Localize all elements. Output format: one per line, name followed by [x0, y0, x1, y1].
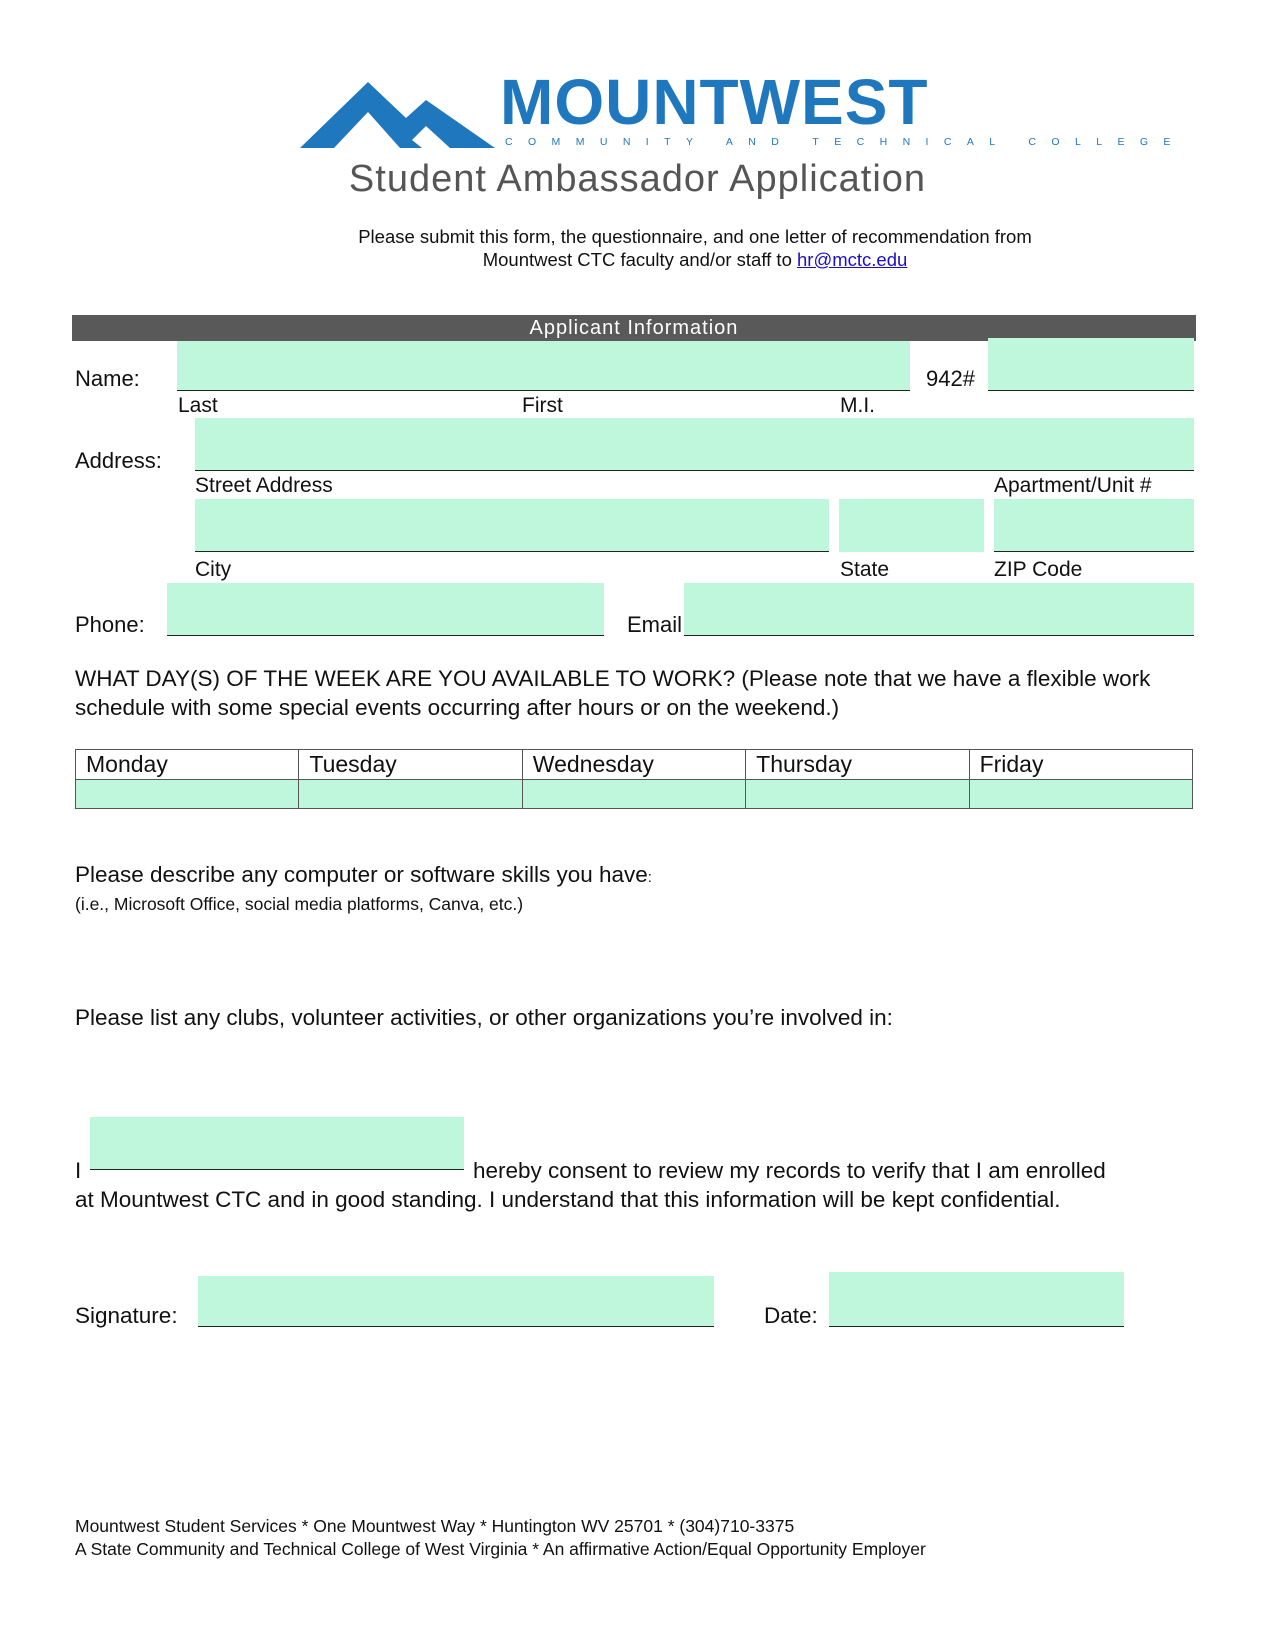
- availability-table: [75, 749, 1193, 809]
- section-header-applicant-information: Applicant Information: [72, 315, 1196, 341]
- phone-field[interactable]: [167, 583, 604, 636]
- name-label: Name:: [75, 366, 140, 391]
- consent-text-line-2: at Mountwest CTC and in good standing. I understand that this information will be kept confidential.: [75, 1187, 1061, 1212]
- last-name-sublabel: Last: [178, 394, 218, 417]
- phone-label: Phone:: [75, 612, 145, 637]
- zip-code-sublabel: ZIP Code: [994, 558, 1083, 581]
- availability-tuesday-field[interactable]: [299, 779, 522, 809]
- day-header-tuesday: Tuesday: [299, 750, 522, 780]
- availability-monday-field[interactable]: [76, 779, 299, 809]
- day-header-friday: Friday: [969, 750, 1192, 780]
- street-address-field[interactable]: [195, 418, 1194, 471]
- intro-line-1: Please submit this form, the questionnaire, and one letter of recommendation from: [358, 226, 1032, 247]
- day-header-monday: Monday: [76, 750, 299, 780]
- city-sublabel: City: [195, 558, 232, 581]
- day-header-wednesday: Wednesday: [522, 750, 745, 780]
- consent-name-field[interactable]: [90, 1117, 464, 1170]
- availability-friday-field[interactable]: [969, 779, 1192, 809]
- availability-wednesday-field[interactable]: [522, 779, 745, 809]
- page-title: Student Ambassador Application: [348, 158, 927, 200]
- zip-code-field[interactable]: [994, 499, 1194, 552]
- mountain-logo-icon: [300, 82, 495, 150]
- intro-line-2: [0, 249, 1275, 271]
- clubs-question: Please list any clubs, volunteer activities, or other organizations you’re involved in:: [75, 1005, 893, 1030]
- email-field[interactable]: [684, 583, 1194, 636]
- email-label: Email: [627, 612, 683, 637]
- name-field[interactable]: [177, 341, 910, 391]
- logo-wordmark: MOUNTWEST: [500, 66, 929, 138]
- availability-question: WHAT DAY(S) OF THE WEEK ARE YOU AVAILABLE TO WORK? (Please note that we have a flexible work schedule with some special events occurring after hours or on the weekend.): [75, 666, 1151, 720]
- date-label: Date:: [764, 1303, 818, 1328]
- consent-prefix: I: [75, 1158, 82, 1183]
- signature-label: Signature:: [75, 1303, 178, 1328]
- address-label: Address:: [75, 448, 162, 473]
- id-number-field[interactable]: [988, 338, 1194, 391]
- signature-field[interactable]: [198, 1276, 714, 1327]
- availability-thursday-field[interactable]: [746, 779, 969, 809]
- state-sublabel: State: [840, 558, 890, 581]
- hr-email-link[interactable]: hr@mctc.edu: [797, 249, 908, 270]
- street-address-sublabel: Street Address: [195, 474, 333, 497]
- consent-text-line-1: hereby consent to review my records to verify that I am enrolled: [473, 1158, 1106, 1183]
- city-field[interactable]: [195, 499, 829, 552]
- skills-colon: :: [647, 869, 652, 886]
- apartment-unit-sublabel: Apartment/Unit #: [994, 474, 1152, 497]
- skills-question-text: Please describe any computer or software skills you have: [75, 862, 648, 887]
- id-number-label: 942#: [926, 366, 975, 391]
- skills-hint: (i.e., Microsoft Office, social media platforms, Canva, etc.): [75, 894, 524, 914]
- day-header-thursday: Thursday: [746, 750, 969, 780]
- date-field[interactable]: [829, 1272, 1124, 1327]
- first-name-sublabel: First: [522, 394, 563, 417]
- intro-text: Mountwest CTC faculty and/or staff to: [482, 249, 797, 270]
- skills-question: [75, 862, 652, 888]
- middle-initial-sublabel: M.I.: [840, 394, 875, 417]
- state-field[interactable]: [839, 499, 984, 552]
- footer-line-1: Mountwest Student Services * One Mountwest Way * Huntington WV 25701 * (304)710-3375: [75, 1516, 795, 1536]
- footer-line-2: A State Community and Technical College of West Virginia * An affirmative Action/Equal Opportunity Employer: [75, 1539, 926, 1559]
- logo-tagline: COMMUNITY AND TECHNICAL COLLEGE: [505, 136, 1186, 148]
